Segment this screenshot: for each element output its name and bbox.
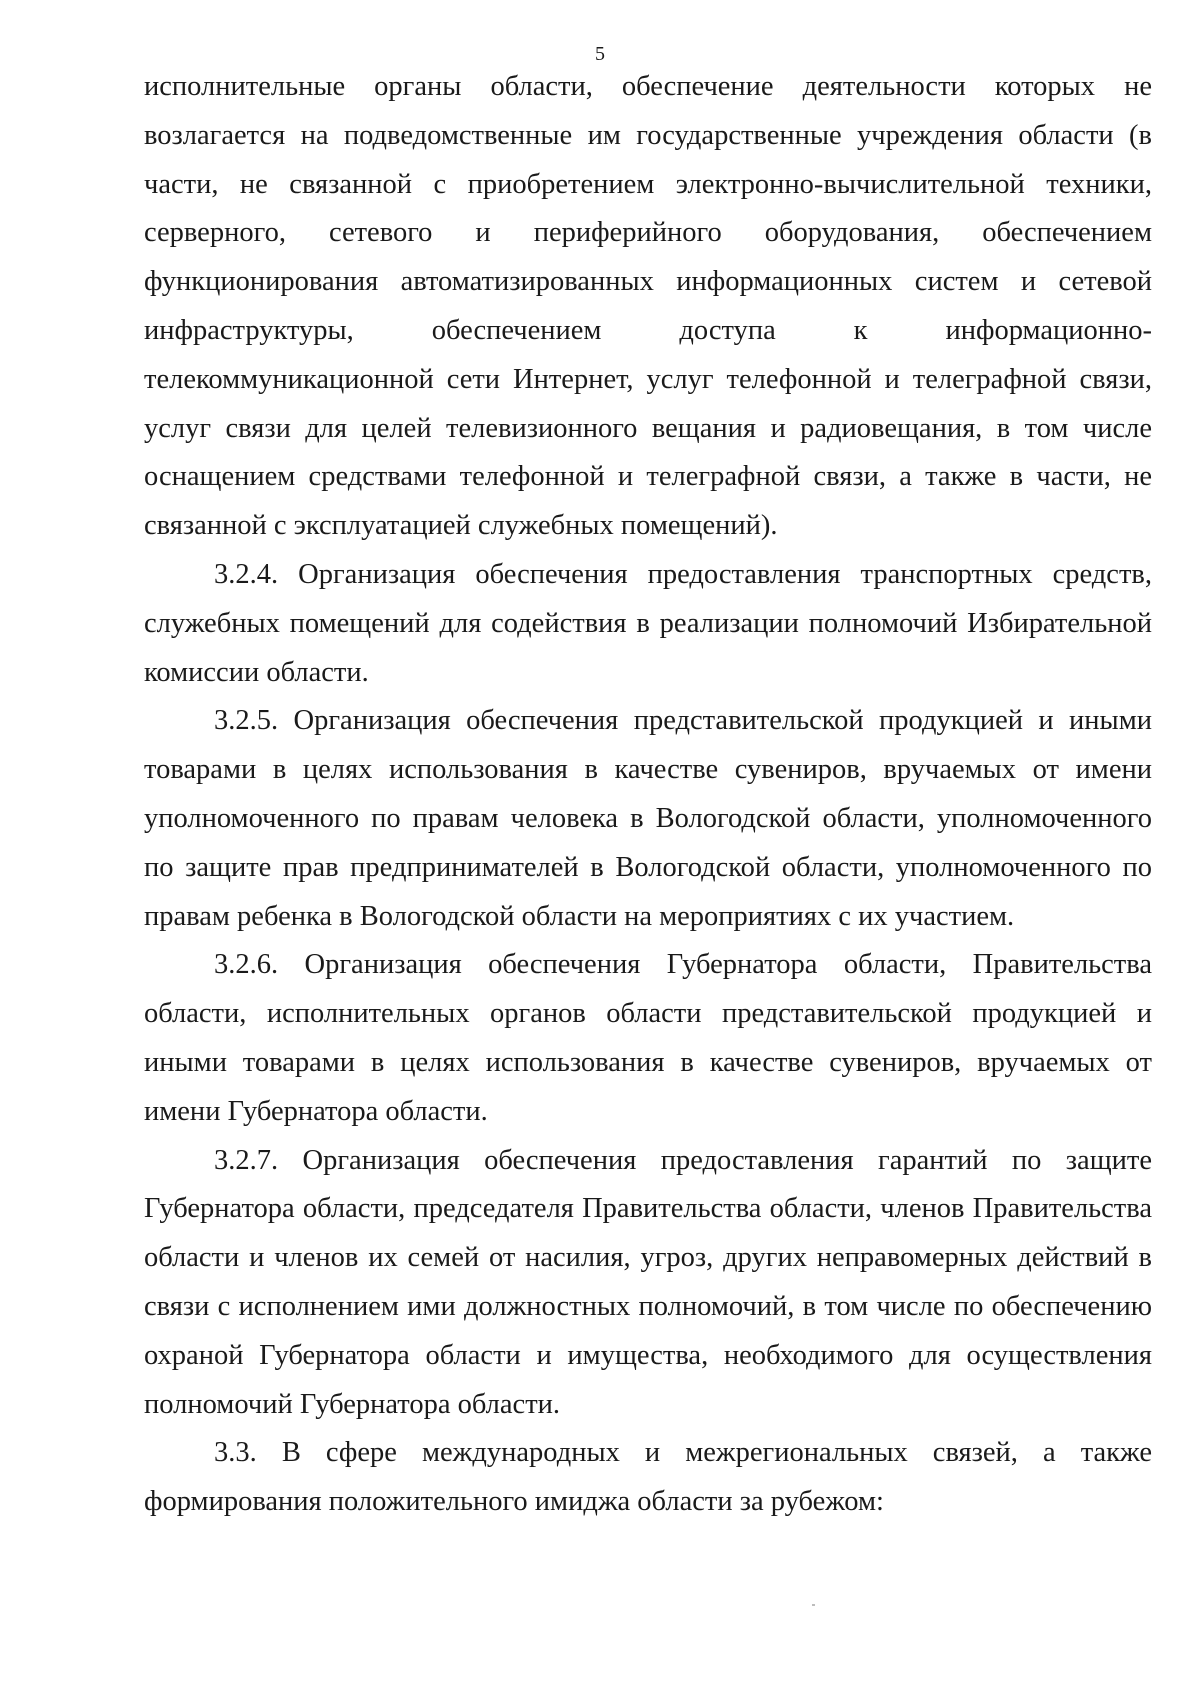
paragraph-3-2-6: 3.2.6. Организация обеспечения Губернатора области, Правительства области, исполнительных органов области представительской продукцией и иными товарами в целях использования в качестве сувениров, вручаемых от имени Губернатора области. bbox=[144, 949, 1152, 1127]
scan-speck bbox=[812, 1604, 815, 1606]
document-body bbox=[144, 63, 1152, 1527]
paragraph-continuation: исполнительные органы области, обеспечение деятельности которых не возлагается на подведомственные им государственные учреждения области (в части, не связанной с приобретением электронно-вычислительной техники, серверного, сетевого и периферийного оборудования, обеспечением функционирования автоматизированных информационных систем и сетевой инфраструктуры, обеспечением доступа к информационно-телекоммуникационной сети Интернет, услуг телефонной и телеграфной связи, услуг связи для целей телевизионного вещания и радиовещания, в том числе оснащением средствами телефонной и телеграфной связи, а также в части, не связанной с эксплуатацией служебных помещений). bbox=[144, 71, 1152, 542]
paragraph-3-3: 3.3. В сфере международных и межрегиональных связей, а также формирования положительного имиджа области за рубежом: bbox=[144, 1437, 1152, 1518]
paragraph-3-2-7: 3.2.7. Организация обеспечения предоставления гарантий по защите Губернатора области, председателя Правительства области, членов Правительства области и членов их семей от насилия, угроз, других неправомерных действий в связи с исполнением ими должностных полномочий, в том числе по обеспечению охраной Губернатора области и имущества, необходимого для осуществления полномочий Губернатора области. bbox=[144, 1144, 1152, 1420]
paragraph-3-2-5: 3.2.5. Организация обеспечения представительской продукцией и иными товарами в целях использования в качестве сувениров, вручаемых от имени уполномоченного по правам человека в Вологодской области, уполномоченного по защите прав предпринимателей в Вологодской области, уполномоченного по правам ребенка в Вологодской области на мероприятиях с их участием. bbox=[144, 705, 1152, 932]
page-number: 5 bbox=[595, 43, 605, 65]
paragraph-3-2-4: 3.2.4. Организация обеспечения предоставления транспортных средств, служебных помещений для содействия в реализации полномочий Избирательной комиссии области. bbox=[144, 558, 1152, 688]
